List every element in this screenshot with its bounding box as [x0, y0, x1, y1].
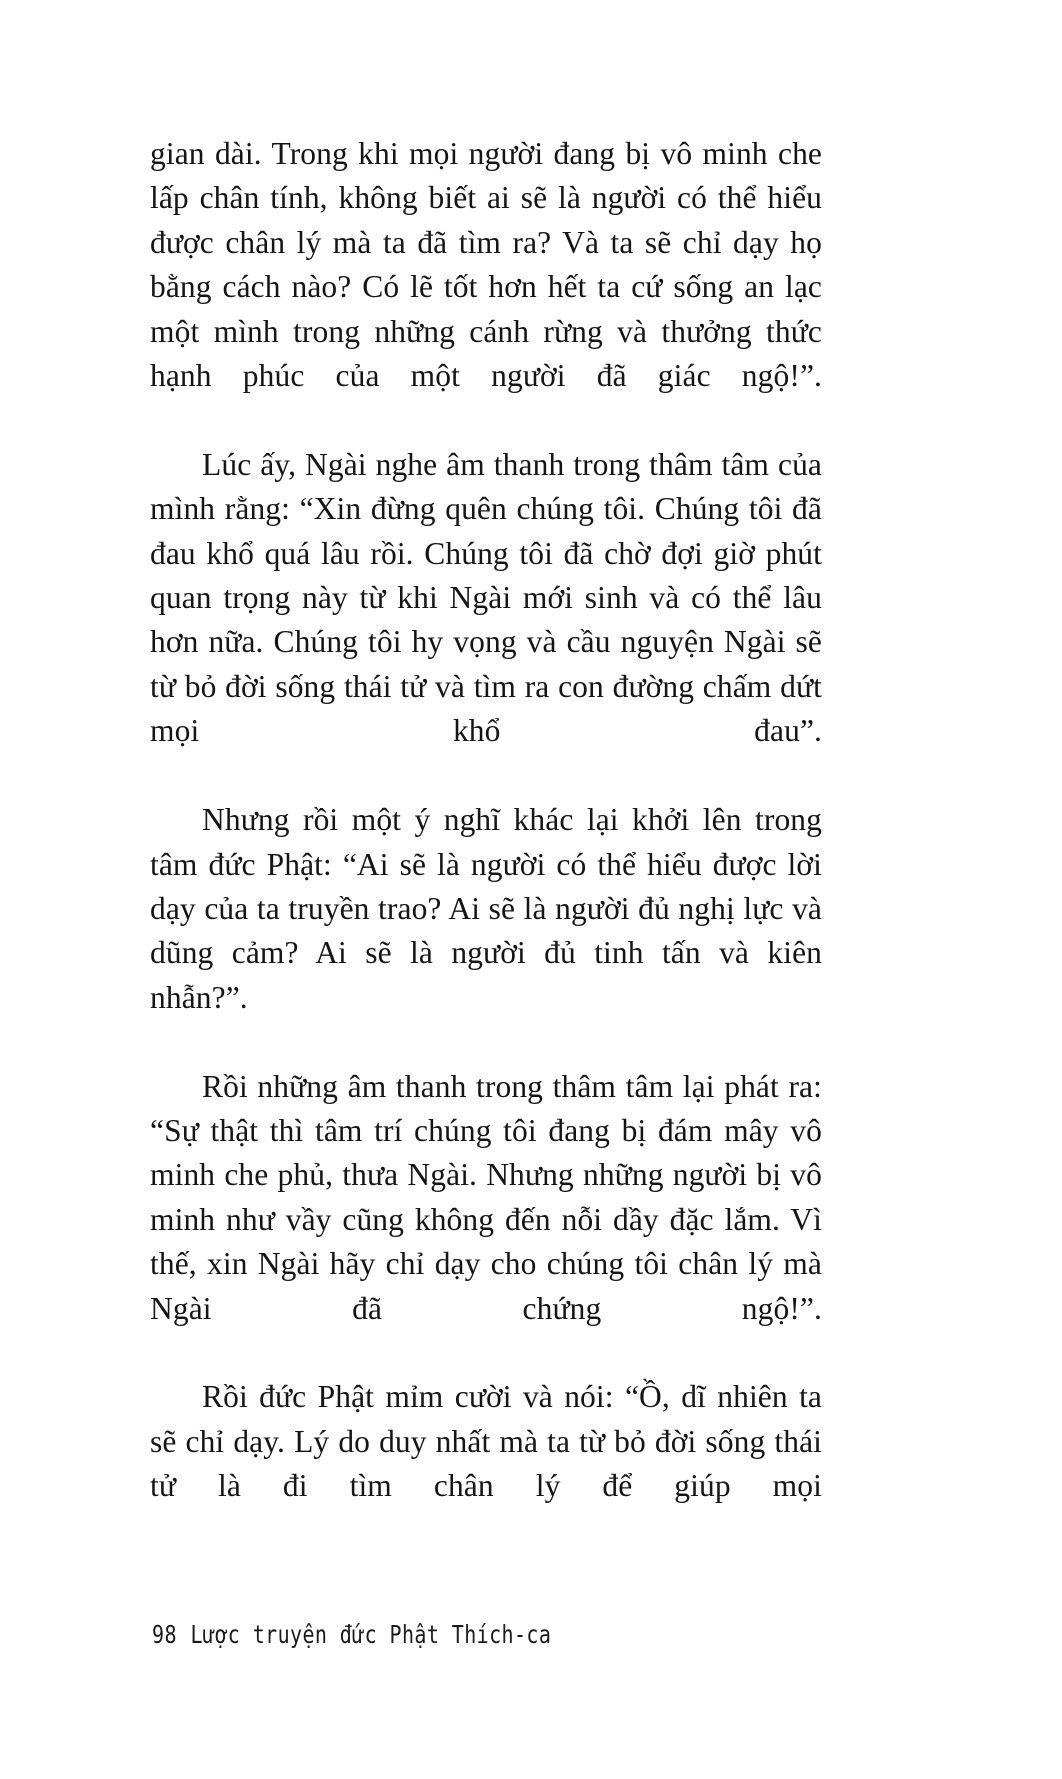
paragraph-continuation: gian dài. Trong khi mọi người đang bị vô minh che lấp chân tính, không biết ai sẽ là người có thể hiểu được chân lý mà ta đã tìm ra? Và ta sẽ chỉ dạy họ bằng cách nào? Có lẽ tốt hơn hết ta cứ sống an lạc một mình trong những cánh rừng và thưởng thức hạnh phúc của một người đã giác ngộ!”.: [150, 136, 822, 394]
paragraph-another-thought: Nhưng rồi một ý nghĩ khác lại khởi lên trong tâm đức Phật: “Ai sẽ là người có thể hiểu được lời dạy của ta truyền trao? Ai sẽ là người đủ nghị lực và dũng cảm? Ai sẽ là người đủ tinh tấn và kiên nhẫn?”.: [150, 802, 822, 1015]
paragraph-buddha-smiles: Rồi đức Phật mỉm cười và nói: “Ồ, dĩ nhiên ta sẽ chỉ dạy. Lý do duy nhất mà ta từ bỏ đời sống thái tử là đi tìm chân lý để giúp mọi: [150, 1379, 822, 1504]
page-footer: [152, 1620, 776, 1649]
paragraph-inner-voice: Lúc ấy, Ngài nghe âm thanh trong thâm tâm của mình rằng: “Xin đừng quên chúng tôi. Chúng tôi đã đau khổ quá lâu rồi. Chúng tôi đã chờ đợi giờ phút quan trọng này từ khi Ngài mới sinh và có thể lâu hơn nữa. Chúng tôi hy vọng và cầu nguyện Ngài sẽ từ bỏ đời sống thái tử và tìm ra con đường chấm dứt mọi khổ đau”.: [150, 446, 822, 749]
body-text-block: [150, 132, 822, 1553]
running-title: Lược truyện đức Phật Thích-ca: [190, 1620, 552, 1649]
page-number: 98: [152, 1620, 177, 1649]
paragraph-sounds-reply: Rồi những âm thanh trong thâm tâm lại phát ra: “Sự thật thì tâm trí chúng tôi đang bị đám mây vô minh che phủ, thưa Ngài. Nhưng những người bị vô minh như vầy cũng không đến nỗi dầy đặc lắm. Vì thế, xin Ngài hãy chỉ dạy cho chúng tôi chân lý mà Ngài đã chứng ngộ!”.: [150, 1068, 822, 1326]
